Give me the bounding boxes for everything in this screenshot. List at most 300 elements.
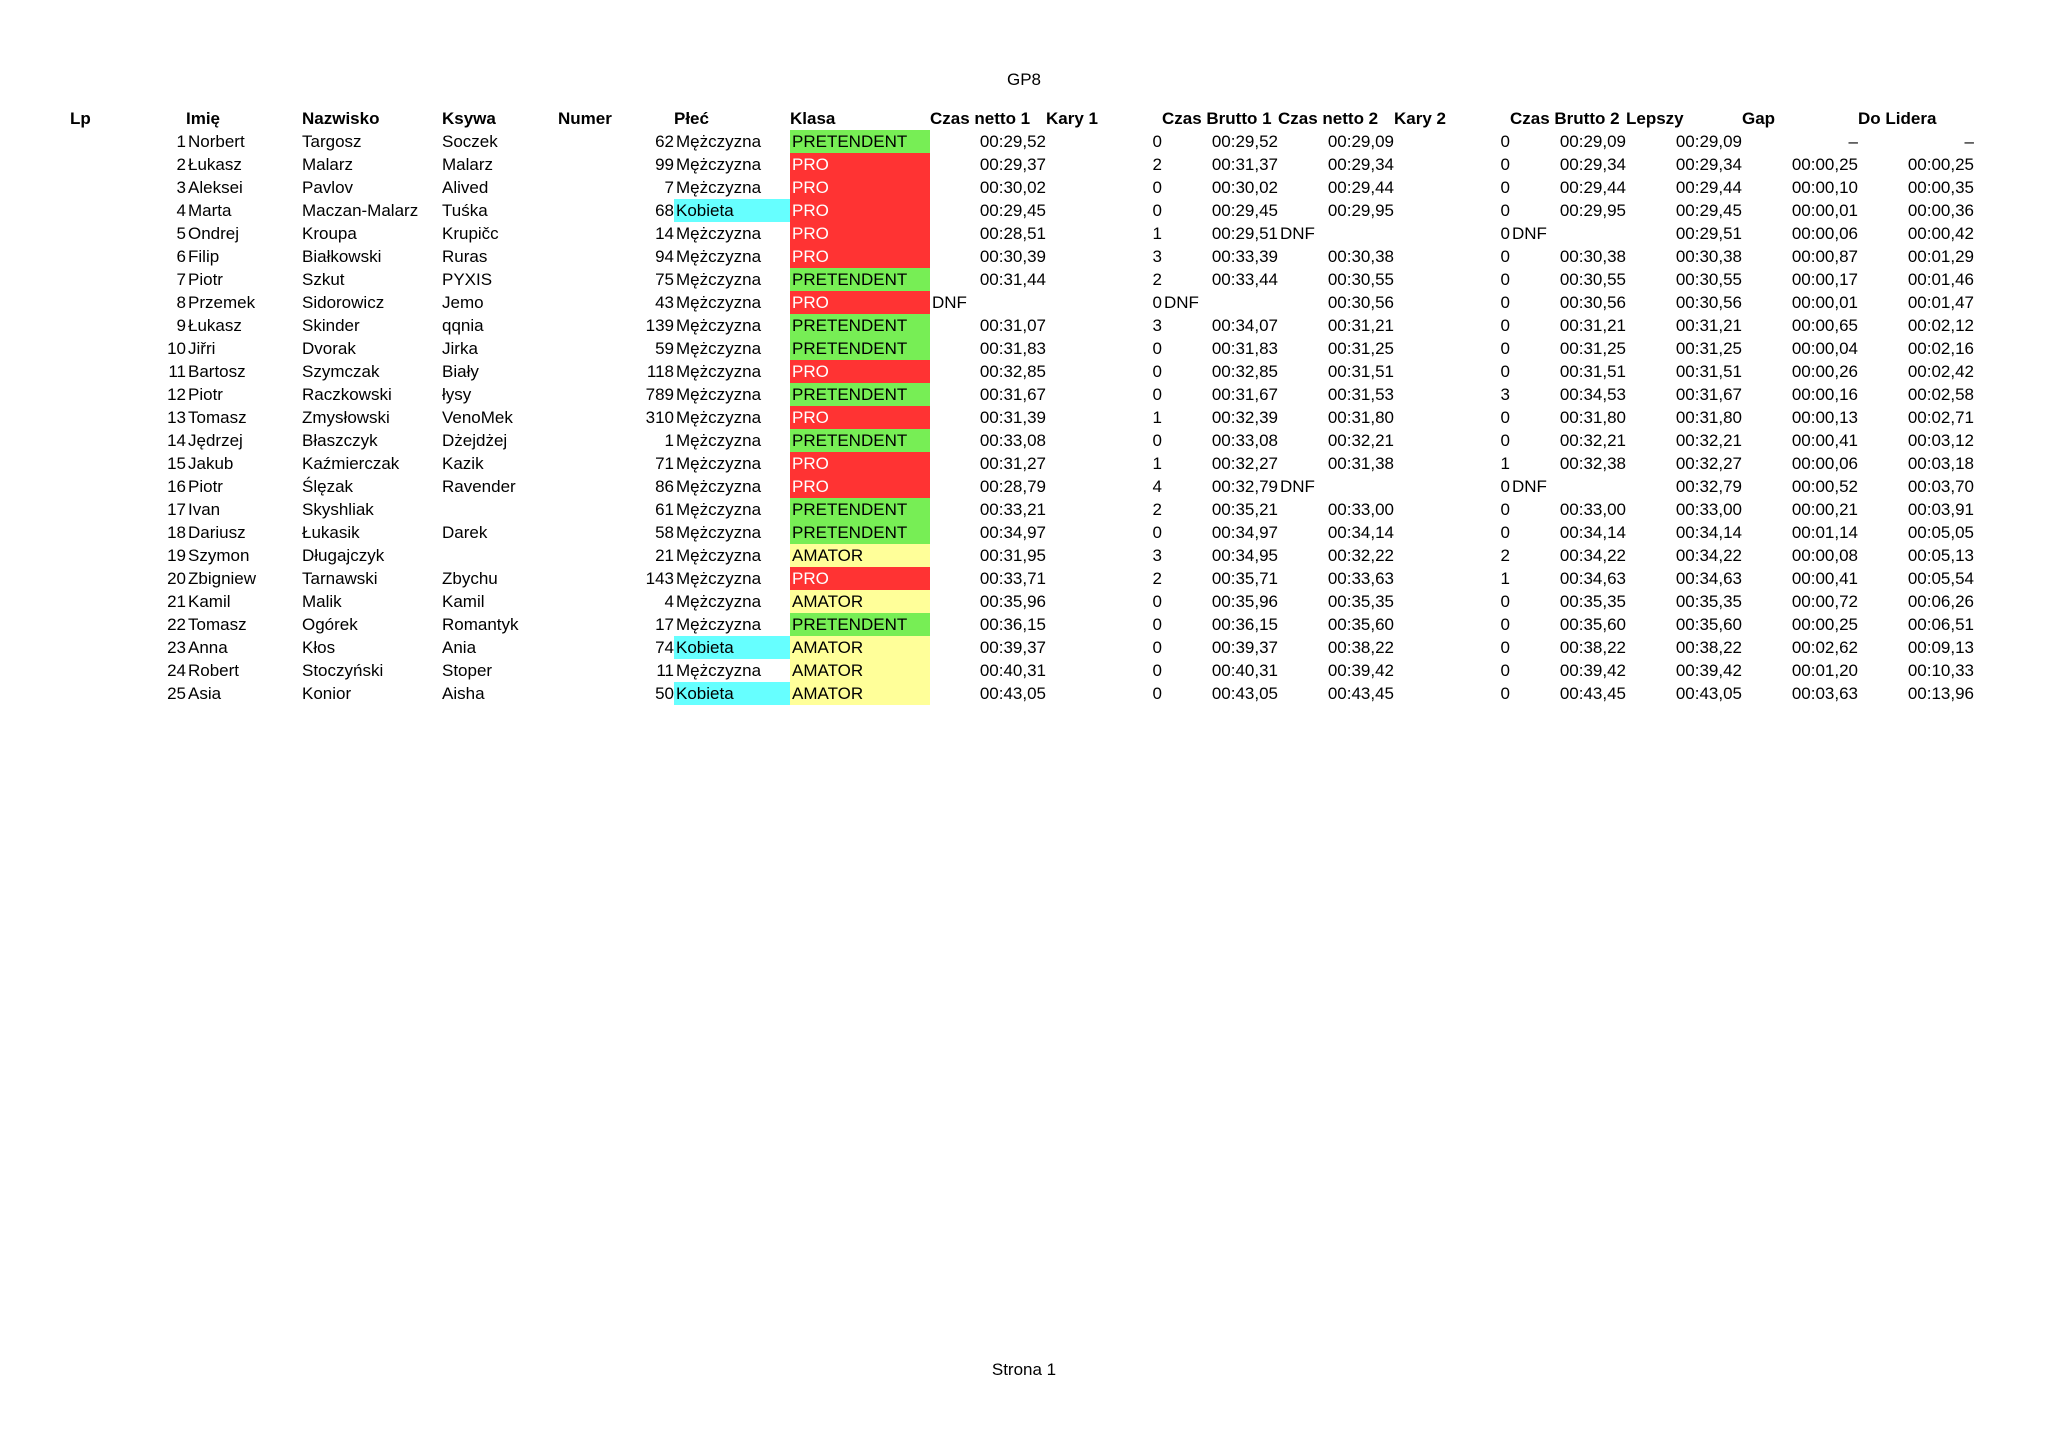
net-time-2-cell[interactable]: 00:31,53 <box>1327 385 1394 404</box>
net-time-2-cell[interactable]: 00:30,55 <box>1327 270 1394 289</box>
to-leader-cell[interactable]: 00:02,16 <box>1907 339 1974 358</box>
number-cell[interactable]: 4 <box>664 592 674 611</box>
nickname-cell[interactable]: Kamil <box>442 592 485 611</box>
net-time-2-cell[interactable]: DNF <box>1280 477 1315 496</box>
penalty-2-cell[interactable]: 3 <box>1500 385 1510 404</box>
gender-cell[interactable]: Mężczyzna <box>676 592 762 611</box>
gender-cell[interactable]: Mężczyzna <box>676 270 762 289</box>
gross-time-2-cell[interactable]: 00:29,09 <box>1559 132 1626 151</box>
gap-cell[interactable]: 00:00,65 <box>1791 316 1858 335</box>
lp-cell[interactable]: 16 <box>167 477 186 496</box>
penalty-1-cell[interactable]: 0 <box>1152 638 1162 657</box>
class-cell[interactable]: PRO <box>790 291 930 314</box>
gross-time-1-cell[interactable]: 00:34,97 <box>1211 523 1278 542</box>
last-name-cell[interactable]: Malarz <box>302 155 354 174</box>
best-time-cell[interactable]: 00:29,09 <box>1675 132 1742 151</box>
first-name-cell[interactable]: Bartosz <box>188 362 246 381</box>
column-header[interactable]: Lepszy <box>1626 109 1684 128</box>
lp-cell[interactable]: 25 <box>167 684 186 703</box>
nickname-cell[interactable]: Jirka <box>442 339 478 358</box>
gross-time-2-cell[interactable]: 00:30,55 <box>1559 270 1626 289</box>
lp-cell[interactable]: 24 <box>167 661 186 680</box>
gross-time-2-cell[interactable]: 00:34,22 <box>1559 546 1626 565</box>
number-cell[interactable]: 59 <box>655 339 674 358</box>
net-time-1-cell[interactable]: 00:33,21 <box>979 500 1046 519</box>
column-header[interactable]: Czas netto 2 <box>1278 109 1379 128</box>
column-header[interactable]: Nazwisko <box>302 109 380 128</box>
lp-cell[interactable]: 22 <box>167 615 186 634</box>
lp-cell[interactable]: 14 <box>167 431 186 450</box>
net-time-1-cell[interactable]: 00:40,31 <box>979 661 1046 680</box>
to-leader-cell[interactable]: 00:00,25 <box>1907 155 1974 174</box>
penalty-2-cell[interactable]: 0 <box>1500 224 1510 243</box>
number-cell[interactable]: 99 <box>655 155 674 174</box>
first-name-cell[interactable]: Piotr <box>188 385 223 404</box>
gross-time-1-cell[interactable]: 00:29,45 <box>1211 201 1278 220</box>
gross-time-1-cell[interactable]: 00:35,21 <box>1211 500 1278 519</box>
net-time-1-cell[interactable]: 00:33,08 <box>979 431 1046 450</box>
lp-cell[interactable]: 2 <box>176 155 186 174</box>
last-name-cell[interactable]: Skyshliak <box>302 500 374 519</box>
first-name-cell[interactable]: Filip <box>188 247 220 266</box>
gap-cell[interactable]: 00:00,72 <box>1791 592 1858 611</box>
net-time-1-cell[interactable]: 00:31,07 <box>979 316 1046 335</box>
to-leader-cell[interactable]: 00:01,47 <box>1907 293 1974 312</box>
first-name-cell[interactable]: Anna <box>188 638 228 657</box>
gender-cell[interactable]: Mężczyzna <box>676 293 762 312</box>
gross-time-1-cell[interactable]: 00:29,52 <box>1211 132 1278 151</box>
gross-time-1-cell[interactable]: 00:31,37 <box>1211 155 1278 174</box>
penalty-1-cell[interactable]: 0 <box>1152 431 1162 450</box>
first-name-cell[interactable]: Ivan <box>188 500 221 519</box>
column-header[interactable]: Czas Brutto 1 <box>1162 109 1272 128</box>
gap-cell[interactable]: 00:00,87 <box>1791 247 1858 266</box>
last-name-cell[interactable]: Długajczyk <box>302 546 385 565</box>
to-leader-cell[interactable]: 00:01,46 <box>1907 270 1974 289</box>
net-time-2-cell[interactable]: 00:32,22 <box>1327 546 1394 565</box>
penalty-1-cell[interactable]: 3 <box>1152 316 1162 335</box>
gap-cell[interactable]: 00:00,25 <box>1791 155 1858 174</box>
net-time-1-cell[interactable]: 00:28,51 <box>979 224 1046 243</box>
net-time-1-cell[interactable]: 00:29,37 <box>979 155 1046 174</box>
column-header[interactable]: Czas Brutto 2 <box>1510 109 1620 128</box>
to-leader-cell[interactable]: 00:10,33 <box>1907 661 1974 680</box>
lp-cell[interactable]: 19 <box>167 546 186 565</box>
number-cell[interactable]: 789 <box>645 385 674 404</box>
nickname-cell[interactable]: Dżejdżej <box>442 431 508 450</box>
net-time-2-cell[interactable]: 00:31,21 <box>1327 316 1394 335</box>
class-cell[interactable]: PRO <box>790 245 930 268</box>
last-name-cell[interactable]: Raczkowski <box>302 385 392 404</box>
first-name-cell[interactable]: Piotr <box>188 477 223 496</box>
gross-time-2-cell[interactable]: DNF <box>1512 477 1547 496</box>
gap-cell[interactable]: 00:00,41 <box>1791 431 1858 450</box>
best-time-cell[interactable]: 00:29,44 <box>1675 178 1742 197</box>
lp-cell[interactable]: 8 <box>176 293 186 312</box>
first-name-cell[interactable]: Dariusz <box>188 523 246 542</box>
last-name-cell[interactable]: Pavlov <box>302 178 354 197</box>
class-cell[interactable]: PRETENDENT <box>790 521 930 544</box>
best-time-cell[interactable]: 00:31,51 <box>1675 362 1742 381</box>
net-time-2-cell[interactable]: 00:34,14 <box>1327 523 1394 542</box>
to-leader-cell[interactable]: 00:13,96 <box>1907 684 1974 703</box>
first-name-cell[interactable]: Asia <box>188 684 222 703</box>
penalty-1-cell[interactable]: 1 <box>1152 224 1162 243</box>
net-time-2-cell[interactable]: 00:29,95 <box>1327 201 1394 220</box>
column-header[interactable]: Płeć <box>674 109 709 128</box>
gender-cell[interactable]: Mężczyzna <box>676 247 762 266</box>
lp-cell[interactable]: 10 <box>167 339 186 358</box>
gender-cell[interactable]: Mężczyzna <box>676 500 762 519</box>
gross-time-1-cell[interactable]: 00:36,15 <box>1211 615 1278 634</box>
lp-cell[interactable]: 18 <box>167 523 186 542</box>
gross-time-2-cell[interactable]: 00:35,35 <box>1559 592 1626 611</box>
gross-time-1-cell[interactable]: 00:32,39 <box>1211 408 1278 427</box>
best-time-cell[interactable]: 00:43,05 <box>1675 684 1742 703</box>
lp-cell[interactable]: 17 <box>167 500 186 519</box>
penalty-2-cell[interactable]: 0 <box>1500 477 1510 496</box>
number-cell[interactable]: 14 <box>655 224 674 243</box>
first-name-cell[interactable]: Tomasz <box>188 615 247 634</box>
best-time-cell[interactable]: 00:30,55 <box>1675 270 1742 289</box>
class-cell[interactable]: PRO <box>790 153 930 176</box>
nickname-cell[interactable]: PYXIS <box>442 270 493 289</box>
class-cell[interactable]: AMATOR <box>790 636 930 659</box>
to-leader-cell[interactable]: 00:03,91 <box>1907 500 1974 519</box>
penalty-2-cell[interactable]: 0 <box>1500 132 1510 151</box>
net-time-2-cell[interactable]: 00:38,22 <box>1327 638 1394 657</box>
net-time-1-cell[interactable]: 00:31,83 <box>979 339 1046 358</box>
number-cell[interactable]: 143 <box>645 569 674 588</box>
net-time-1-cell[interactable]: 00:31,44 <box>979 270 1046 289</box>
last-name-cell[interactable]: Zmysłowski <box>302 408 390 427</box>
lp-cell[interactable]: 4 <box>176 201 186 220</box>
last-name-cell[interactable]: Kroupa <box>302 224 357 243</box>
penalty-1-cell[interactable]: 2 <box>1152 270 1162 289</box>
gross-time-2-cell[interactable]: 00:30,38 <box>1559 247 1626 266</box>
gross-time-2-cell[interactable]: 00:29,44 <box>1559 178 1626 197</box>
to-leader-cell[interactable]: 00:00,35 <box>1907 178 1974 197</box>
penalty-1-cell[interactable]: 0 <box>1152 592 1162 611</box>
gender-cell[interactable]: Mężczyzna <box>676 178 762 197</box>
first-name-cell[interactable]: Przemek <box>188 293 256 312</box>
gross-time-1-cell[interactable]: 00:33,08 <box>1211 431 1278 450</box>
gross-time-1-cell[interactable]: 00:32,27 <box>1211 454 1278 473</box>
number-cell[interactable]: 74 <box>655 638 674 657</box>
net-time-1-cell[interactable]: 00:29,52 <box>979 132 1046 151</box>
to-leader-cell[interactable]: 00:05,05 <box>1907 523 1974 542</box>
penalty-1-cell[interactable]: 0 <box>1152 385 1162 404</box>
net-time-2-cell[interactable]: 00:32,21 <box>1327 431 1394 450</box>
last-name-cell[interactable]: Błaszczyk <box>302 431 378 450</box>
net-time-2-cell[interactable]: 00:43,45 <box>1327 684 1394 703</box>
lp-cell[interactable]: 3 <box>176 178 186 197</box>
best-time-cell[interactable]: 00:30,56 <box>1675 293 1742 312</box>
nickname-cell[interactable]: Ania <box>442 638 477 657</box>
penalty-2-cell[interactable]: 0 <box>1500 615 1510 634</box>
gross-time-2-cell[interactable]: 00:33,00 <box>1559 500 1626 519</box>
gap-cell[interactable]: 00:00,06 <box>1791 224 1858 243</box>
class-cell[interactable]: AMATOR <box>790 590 930 613</box>
nickname-cell[interactable]: Krupičc <box>442 224 499 243</box>
first-name-cell[interactable]: Marta <box>188 201 232 220</box>
best-time-cell[interactable]: 00:38,22 <box>1675 638 1742 657</box>
gender-cell[interactable]: Mężczyzna <box>676 523 762 542</box>
number-cell[interactable]: 7 <box>664 178 674 197</box>
last-name-cell[interactable]: Białkowski <box>302 247 382 266</box>
best-time-cell[interactable]: 00:34,14 <box>1675 523 1742 542</box>
class-cell[interactable]: PRETENDENT <box>790 337 930 360</box>
gender-cell[interactable]: Mężczyzna <box>676 408 762 427</box>
gross-time-1-cell[interactable]: 00:34,07 <box>1211 316 1278 335</box>
last-name-cell[interactable]: Malik <box>302 592 342 611</box>
number-cell[interactable]: 94 <box>655 247 674 266</box>
gross-time-1-cell[interactable]: DNF <box>1164 293 1199 312</box>
gender-cell[interactable]: Mężczyzna <box>676 316 762 335</box>
best-time-cell[interactable]: 00:33,00 <box>1675 500 1742 519</box>
last-name-cell[interactable]: Szymczak <box>302 362 380 381</box>
nickname-cell[interactable]: Aisha <box>442 684 485 703</box>
penalty-2-cell[interactable]: 2 <box>1500 546 1510 565</box>
gap-cell[interactable]: 00:00,04 <box>1791 339 1858 358</box>
gross-time-1-cell[interactable]: 00:43,05 <box>1211 684 1278 703</box>
net-time-2-cell[interactable]: 00:35,35 <box>1327 592 1394 611</box>
penalty-2-cell[interactable]: 0 <box>1500 684 1510 703</box>
gender-cell[interactable]: Mężczyzna <box>676 339 762 358</box>
net-time-1-cell[interactable]: 00:32,85 <box>979 362 1046 381</box>
gross-time-1-cell[interactable]: 00:35,96 <box>1211 592 1278 611</box>
gap-cell[interactable]: 00:00,06 <box>1791 454 1858 473</box>
penalty-2-cell[interactable]: 0 <box>1500 500 1510 519</box>
number-cell[interactable]: 43 <box>655 293 674 312</box>
column-header[interactable]: Do Lidera <box>1858 109 1937 128</box>
column-header[interactable]: Czas netto 1 <box>930 109 1031 128</box>
penalty-1-cell[interactable]: 0 <box>1152 661 1162 680</box>
class-cell[interactable]: PRO <box>790 199 930 222</box>
class-cell[interactable]: PRO <box>790 406 930 429</box>
penalty-2-cell[interactable]: 0 <box>1500 316 1510 335</box>
net-time-2-cell[interactable]: 00:35,60 <box>1327 615 1394 634</box>
lp-cell[interactable]: 6 <box>176 247 186 266</box>
number-cell[interactable]: 21 <box>655 546 674 565</box>
gender-cell[interactable]: Mężczyzna <box>676 546 762 565</box>
gross-time-2-cell[interactable]: 00:30,56 <box>1559 293 1626 312</box>
nickname-cell[interactable]: Malarz <box>442 155 494 174</box>
net-time-1-cell[interactable]: 00:31,95 <box>979 546 1046 565</box>
class-cell[interactable]: PRETENDENT <box>790 314 930 337</box>
nickname-cell[interactable] <box>442 498 558 521</box>
gross-time-2-cell[interactable]: 00:43,45 <box>1559 684 1626 703</box>
gap-cell[interactable]: – <box>1848 132 1858 151</box>
nickname-cell[interactable]: łysy <box>442 385 472 404</box>
penalty-2-cell[interactable]: 1 <box>1500 454 1510 473</box>
gender-cell[interactable]: Mężczyzna <box>676 477 762 496</box>
gross-time-2-cell[interactable]: 00:29,95 <box>1559 201 1626 220</box>
last-name-cell[interactable]: Stoczyński <box>302 661 384 680</box>
column-header[interactable]: Numer <box>558 109 612 128</box>
best-time-cell[interactable]: 00:39,42 <box>1675 661 1742 680</box>
class-cell[interactable]: PRO <box>790 222 930 245</box>
gross-time-2-cell[interactable]: 00:29,34 <box>1559 155 1626 174</box>
gap-cell[interactable]: 00:00,16 <box>1791 385 1858 404</box>
penalty-1-cell[interactable]: 4 <box>1152 477 1162 496</box>
best-time-cell[interactable]: 00:31,80 <box>1675 408 1742 427</box>
to-leader-cell[interactable]: 00:00,42 <box>1907 224 1974 243</box>
first-name-cell[interactable]: Aleksei <box>188 178 243 197</box>
net-time-2-cell[interactable]: 00:39,42 <box>1327 661 1394 680</box>
gap-cell[interactable]: 00:02,62 <box>1791 638 1858 657</box>
gross-time-1-cell[interactable]: 00:29,51 <box>1211 224 1278 243</box>
lp-cell[interactable]: 12 <box>167 385 186 404</box>
number-cell[interactable]: 310 <box>645 408 674 427</box>
gross-time-1-cell[interactable]: 00:31,83 <box>1211 339 1278 358</box>
gross-time-2-cell[interactable]: 00:35,60 <box>1559 615 1626 634</box>
penalty-2-cell[interactable]: 0 <box>1500 339 1510 358</box>
nickname-cell[interactable]: Romantyk <box>442 615 519 634</box>
gross-time-1-cell[interactable]: 00:32,79 <box>1211 477 1278 496</box>
class-cell[interactable]: AMATOR <box>790 682 930 705</box>
to-leader-cell[interactable]: 00:05,13 <box>1907 546 1974 565</box>
gap-cell[interactable]: 00:00,01 <box>1791 293 1858 312</box>
best-time-cell[interactable]: 00:32,21 <box>1675 431 1742 450</box>
class-cell[interactable]: PRETENDENT <box>790 383 930 406</box>
to-leader-cell[interactable]: 00:05,54 <box>1907 569 1974 588</box>
penalty-1-cell[interactable]: 0 <box>1152 362 1162 381</box>
class-cell[interactable]: PRETENDENT <box>790 613 930 636</box>
nickname-cell[interactable]: Kazik <box>442 454 484 473</box>
penalty-1-cell[interactable]: 3 <box>1152 247 1162 266</box>
penalty-2-cell[interactable]: 0 <box>1500 661 1510 680</box>
gross-time-1-cell[interactable]: 00:34,95 <box>1211 546 1278 565</box>
number-cell[interactable]: 71 <box>655 454 674 473</box>
penalty-1-cell[interactable]: 0 <box>1152 132 1162 151</box>
nickname-cell[interactable]: Alived <box>442 178 489 197</box>
to-leader-cell[interactable]: 00:09,13 <box>1907 638 1974 657</box>
class-cell[interactable]: PRO <box>790 360 930 383</box>
gross-time-2-cell[interactable]: 00:32,38 <box>1559 454 1626 473</box>
best-time-cell[interactable]: 00:29,51 <box>1675 224 1742 243</box>
best-time-cell[interactable]: 00:31,67 <box>1675 385 1742 404</box>
best-time-cell[interactable]: 00:35,35 <box>1675 592 1742 611</box>
net-time-1-cell[interactable]: 00:36,15 <box>979 615 1046 634</box>
last-name-cell[interactable]: Targosz <box>302 132 362 151</box>
nickname-cell[interactable]: Soczek <box>442 132 498 151</box>
class-cell[interactable]: PRETENDENT <box>790 130 930 153</box>
penalty-1-cell[interactable]: 2 <box>1152 569 1162 588</box>
gross-time-2-cell[interactable]: 00:38,22 <box>1559 638 1626 657</box>
number-cell[interactable]: 58 <box>655 523 674 542</box>
best-time-cell[interactable]: 00:35,60 <box>1675 615 1742 634</box>
penalty-1-cell[interactable]: 2 <box>1152 500 1162 519</box>
net-time-1-cell[interactable]: 00:43,05 <box>979 684 1046 703</box>
net-time-1-cell[interactable]: DNF <box>932 293 967 312</box>
gross-time-1-cell[interactable]: 00:40,31 <box>1211 661 1278 680</box>
gender-cell[interactable]: Mężczyzna <box>676 661 762 680</box>
gross-time-2-cell[interactable]: 00:34,53 <box>1559 385 1626 404</box>
nickname-cell[interactable]: Biały <box>442 362 479 381</box>
penalty-2-cell[interactable]: 0 <box>1500 592 1510 611</box>
net-time-1-cell[interactable]: 00:33,71 <box>979 569 1046 588</box>
penalty-2-cell[interactable]: 0 <box>1500 362 1510 381</box>
gross-time-1-cell[interactable]: 00:33,39 <box>1211 247 1278 266</box>
first-name-cell[interactable]: Piotr <box>188 270 223 289</box>
gap-cell[interactable]: 00:00,41 <box>1791 569 1858 588</box>
number-cell[interactable]: 50 <box>655 684 674 703</box>
gross-time-2-cell[interactable]: DNF <box>1512 224 1547 243</box>
penalty-1-cell[interactable]: 1 <box>1152 408 1162 427</box>
last-name-cell[interactable]: Łukasik <box>302 523 360 542</box>
gender-cell[interactable]: Mężczyzna <box>676 569 762 588</box>
penalty-1-cell[interactable]: 0 <box>1152 201 1162 220</box>
nickname-cell[interactable]: qqnia <box>442 316 484 335</box>
first-name-cell[interactable]: Szymon <box>188 546 250 565</box>
number-cell[interactable]: 61 <box>655 500 674 519</box>
net-time-1-cell[interactable]: 00:35,96 <box>979 592 1046 611</box>
to-leader-cell[interactable]: 00:06,51 <box>1907 615 1974 634</box>
net-time-1-cell[interactable]: 00:30,39 <box>979 247 1046 266</box>
first-name-cell[interactable]: Łukasz <box>188 155 242 174</box>
to-leader-cell[interactable]: 00:02,71 <box>1907 408 1974 427</box>
gender-cell[interactable]: Mężczyzna <box>676 615 762 634</box>
net-time-1-cell[interactable]: 00:34,97 <box>979 523 1046 542</box>
net-time-2-cell[interactable]: 00:29,44 <box>1327 178 1394 197</box>
to-leader-cell[interactable]: 00:02,58 <box>1907 385 1974 404</box>
gross-time-2-cell[interactable]: 00:31,51 <box>1559 362 1626 381</box>
gender-cell[interactable]: Mężczyzna <box>676 431 762 450</box>
penalty-2-cell[interactable]: 0 <box>1500 155 1510 174</box>
gap-cell[interactable]: 00:00,01 <box>1791 201 1858 220</box>
nickname-cell[interactable]: Tuśka <box>442 201 488 220</box>
first-name-cell[interactable]: Jędrzej <box>188 431 243 450</box>
penalty-2-cell[interactable]: 0 <box>1500 270 1510 289</box>
net-time-2-cell[interactable]: DNF <box>1280 224 1315 243</box>
net-time-1-cell[interactable]: 00:30,02 <box>979 178 1046 197</box>
gap-cell[interactable]: 00:00,52 <box>1791 477 1858 496</box>
to-leader-cell[interactable]: 00:03,18 <box>1907 454 1974 473</box>
class-cell[interactable]: PRETENDENT <box>790 498 930 521</box>
last-name-cell[interactable]: Ślęzak <box>302 477 354 496</box>
to-leader-cell[interactable]: – <box>1964 132 1974 151</box>
gender-cell[interactable]: Kobieta <box>674 636 790 659</box>
penalty-2-cell[interactable]: 0 <box>1500 178 1510 197</box>
number-cell[interactable]: 68 <box>655 201 674 220</box>
first-name-cell[interactable]: Zbigniew <box>188 569 257 588</box>
class-cell[interactable]: PRO <box>790 452 930 475</box>
last-name-cell[interactable]: Kłos <box>302 638 336 657</box>
column-header[interactable]: Klasa <box>790 109 836 128</box>
net-time-2-cell[interactable]: 00:31,25 <box>1327 339 1394 358</box>
last-name-cell[interactable]: Tarnawski <box>302 569 378 588</box>
first-name-cell[interactable]: Robert <box>188 661 240 680</box>
first-name-cell[interactable]: Norbert <box>188 132 245 151</box>
gross-time-2-cell[interactable]: 00:32,21 <box>1559 431 1626 450</box>
penalty-2-cell[interactable]: 0 <box>1500 247 1510 266</box>
class-cell[interactable]: AMATOR <box>790 544 930 567</box>
best-time-cell[interactable]: 00:29,34 <box>1675 155 1742 174</box>
number-cell[interactable]: 139 <box>645 316 674 335</box>
penalty-1-cell[interactable]: 0 <box>1152 684 1162 703</box>
penalty-1-cell[interactable]: 0 <box>1152 523 1162 542</box>
gender-cell[interactable]: Mężczyzna <box>676 454 762 473</box>
last-name-cell[interactable]: Sidorowicz <box>302 293 385 312</box>
gap-cell[interactable]: 00:00,17 <box>1791 270 1858 289</box>
last-name-cell[interactable]: Skinder <box>302 316 360 335</box>
net-time-2-cell[interactable]: 00:29,09 <box>1327 132 1394 151</box>
to-leader-cell[interactable]: 00:03,12 <box>1907 431 1974 450</box>
number-cell[interactable]: 86 <box>655 477 674 496</box>
best-time-cell[interactable]: 00:31,21 <box>1675 316 1742 335</box>
first-name-cell[interactable]: Kamil <box>188 592 231 611</box>
